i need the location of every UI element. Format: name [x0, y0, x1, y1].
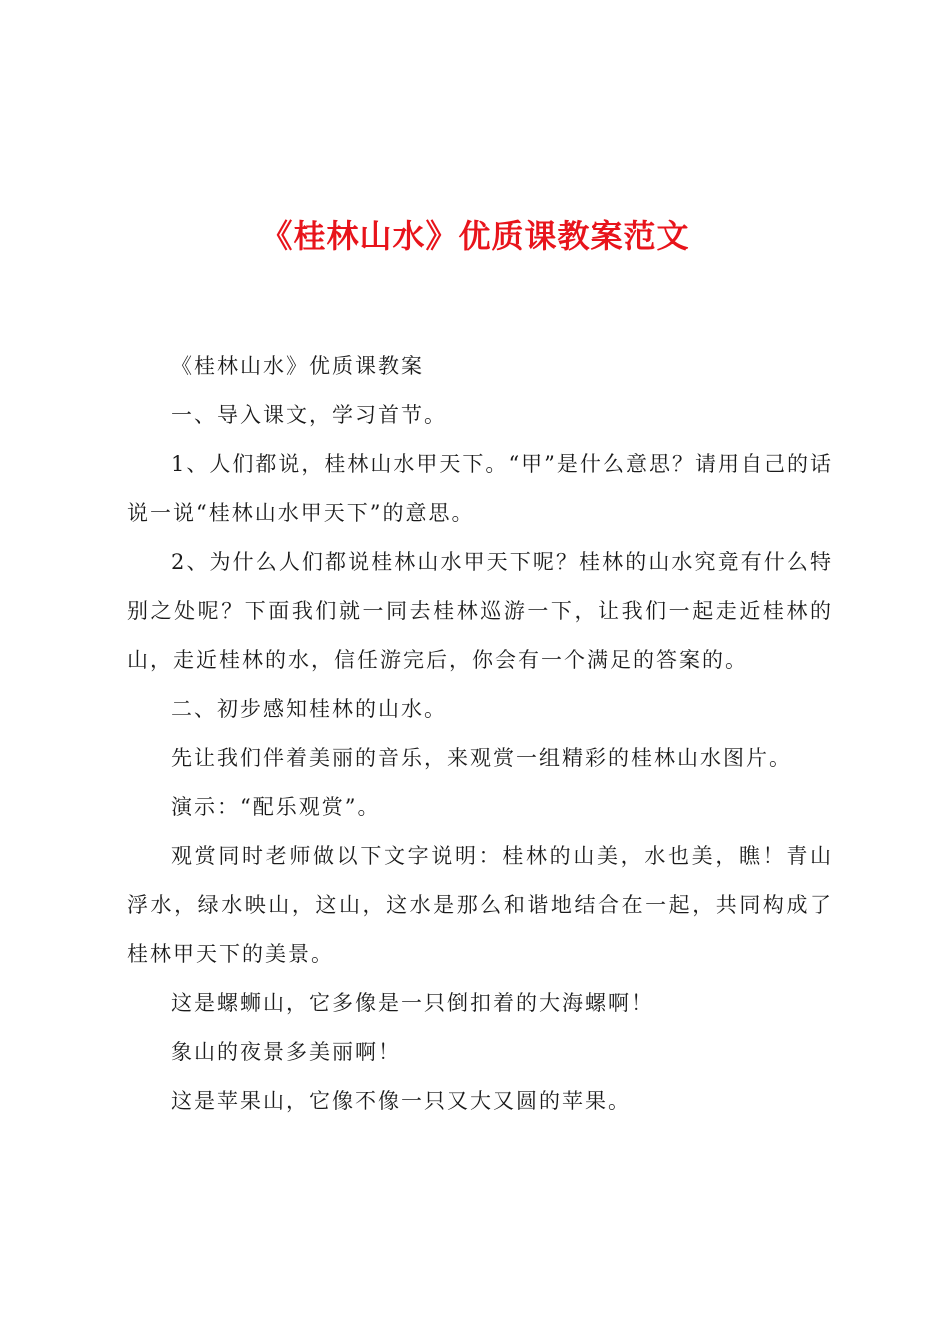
paragraph-demo: 演示：“配乐观赏”。 — [171, 795, 381, 819]
paragraph-elephant-hill: 象山的夜景多美丽啊！ — [171, 1040, 401, 1064]
paragraph-teacher-note: 观赏同时老师做以下文字说明：桂林的山美，水也美，瞧！青山浮水，绿水映山，这山，这水是那么和谐地结合在一起，共同构成了桂林甲天下的美景。 — [127, 844, 833, 966]
paragraph-music-intro: 先让我们伴着美丽的音乐，来观赏一组精彩的桂林山水图片。 — [171, 746, 792, 770]
paragraph-question-two: 2、为什么人们都说桂林山水甲天下呢？桂林的山水究竟有什么特别之处呢？下面我们就一同去桂林巡游一下，让我们一起走近桂林的山，走近桂林的水，信任游完后，你会有一个满足的答案的。 — [127, 550, 833, 672]
document-body — [127, 342, 833, 1126]
paragraph-lesson-heading: 《桂林山水》优质课教案 — [171, 354, 424, 378]
document-title: 《桂林山水》优质课教案范文 — [260, 217, 690, 255]
paragraph-question-one: 1、人们都说，桂林山水甲天下。“甲”是什么意思？请用自己的话说一说“桂林山水甲天下”的意思。 — [127, 452, 833, 525]
paragraph-apple-hill: 这是苹果山，它像不像一只又大又圆的苹果。 — [171, 1089, 631, 1113]
paragraph-section-one: 一、导入课文，学习首节。 — [171, 403, 447, 427]
paragraph-section-two: 二、初步感知桂林的山水。 — [171, 697, 447, 721]
paragraph-luosi-hill: 这是螺蛳山，它多像是一只倒扣着的大海螺啊！ — [171, 991, 654, 1015]
